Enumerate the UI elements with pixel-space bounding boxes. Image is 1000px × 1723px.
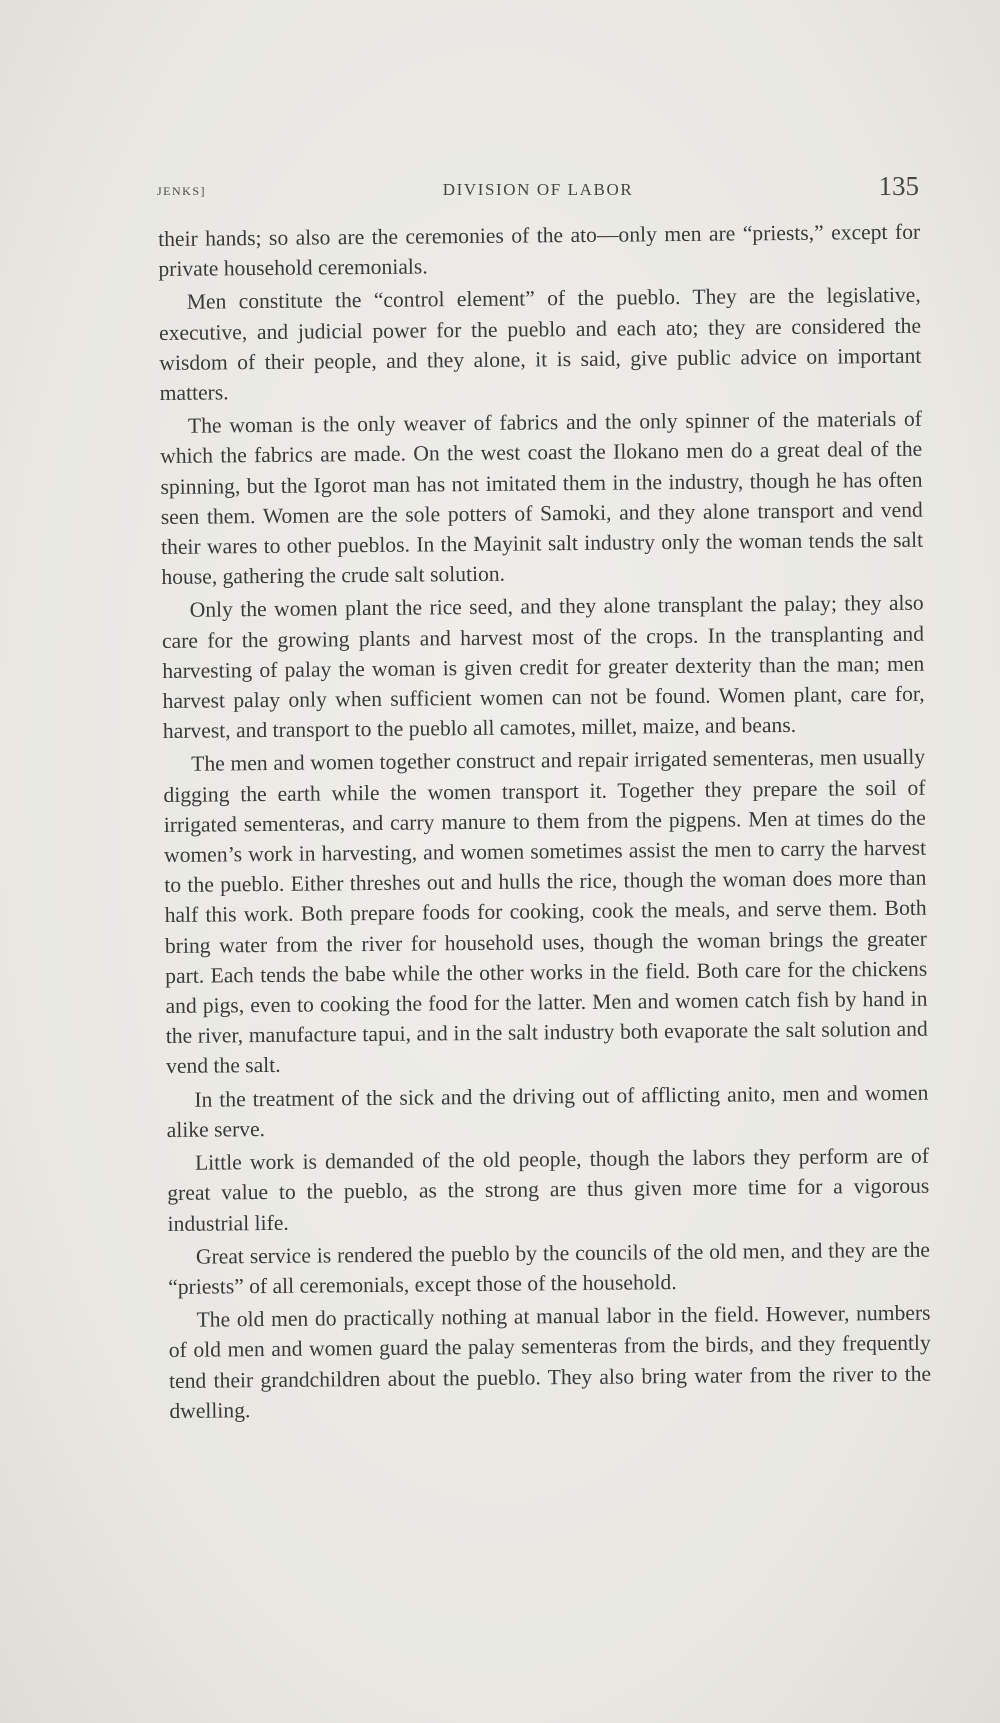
paragraph-1: their hands; so also are the ceremonies of the ato—only men are “priests,” except for private household ceremonials.	[158, 219, 921, 282]
running-head-title: DIVISION OF LABOR	[442, 180, 634, 199]
paragraph-6: In the treatment of the sick and the driving out of afflicting anito, men and women alike serve.	[166, 1080, 929, 1142]
paragraph-2: Men constitute the “control element” of the pueblo. They are the legislative, executive, and judicial power for the pueblo and each ato; they are considered the wisdom of their people, and they alone, it is said, give public advice on important matters.	[158, 283, 922, 406]
paragraph-4: Only the women plant the rice seed, and they alone transplant the palay; they also care for the growing plants and harvest most of the crops. In the transplanting and harvesting of palay the woman is given credit for greater dexterity than the man; men harvest palay only when sufficient women can not be found. Women plant, care for, harvest, and transport to the pueblo all camotes, millet, maize, and beans.	[161, 591, 925, 744]
page-number: 135	[878, 171, 919, 201]
running-head-author: JENKS]	[157, 184, 207, 198]
page-body-text	[158, 217, 932, 1426]
paragraph-5: The men and women together construct and repair irrigated sementeras, men usually digging the earth while the women transport it. Together they prepare the soil of irrigated sementeras, and carry manure to them from the pigpens. Men at times do the women’s work in harvesting, and women sometimes assist the men to carry the harvest to the pueblo. Either threshes out and hulls the rice, though the woman does more than half this work. Both prepare foods for cooking, cook the meals, and serve them. Both bring water from the river for household uses, though the woman brings the greater part. Each tends the babe while the other works in the field. Both care for the chickens and pigs, even to cooking the food for the latter. Men and women catch fish by hand in the river, manufacture tapui, and in the salt industry both evaporate the salt solution and vend the salt.	[163, 745, 928, 1079]
running-header	[157, 168, 919, 208]
paragraph-8: Great service is rendered the pueblo by the councils of the old men, and they are the “priests” of all ceremonials, except those of the household.	[168, 1237, 930, 1299]
paragraph-7: Little work is demanded of the old people, though the labors they perform are of great value to the pueblo, as the strong are thus given more time for a vigorous industrial life.	[167, 1143, 930, 1236]
paragraph-3: The woman is the only weaver of fabrics and the only spinner of the materials of which the fabrics are made. On the west coast the Ilokano men do a great deal of the spinning, but the Igorot man has not imitated them in the industry, though he has often seen them. Women are the sole potters of Samoki, and they alone transport and vend their wares to other pueblos. In the Mayinit salt industry only the woman tends the salt house, gathering the crude salt solution.	[160, 406, 924, 590]
paragraph-9: The old men do practically nothing at manual labor in the field. However, numbers of old men and women guard the palay sementeras from the birds, and they frequently tend their grandchildren about the pueblo. They also bring water from the river to the dwelling.	[168, 1300, 932, 1423]
